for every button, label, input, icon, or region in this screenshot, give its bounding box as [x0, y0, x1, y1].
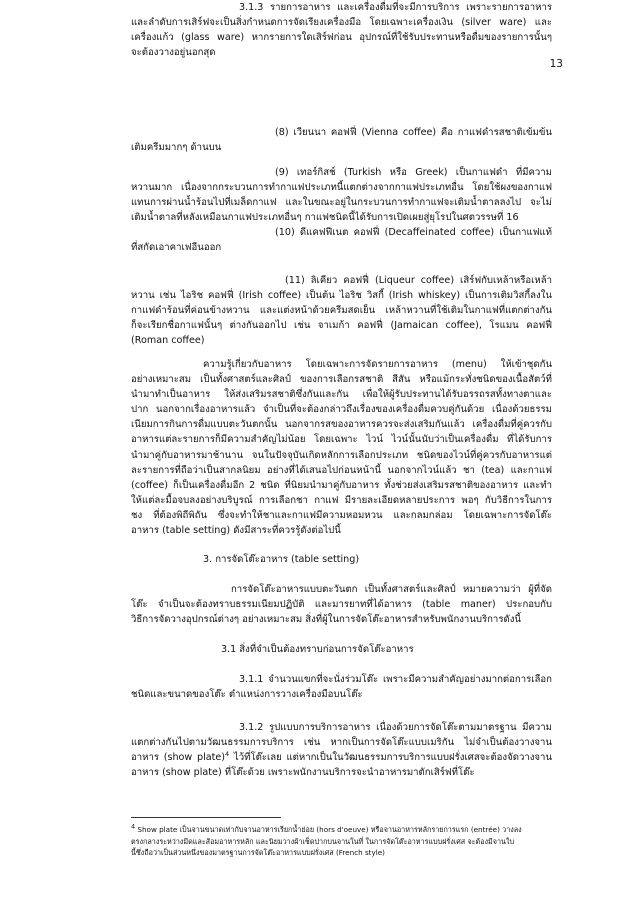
text-line: โต๊ะ จำเป็นจะต้องทราบธรรมเนียมปฏิบัติ และมารยาทที่ได้อาหาร (table maner) ประกอบกับ	[131, 599, 552, 611]
text-line: ความรู้เกี่ยวกับอาหาร โดยเฉพาะการจัดรายการอาหาร (menu) ให้เข้าชุดกัน	[203, 359, 552, 370]
text-line: เติมน้ำตาลที่หลังเหมือนกาแฟประเภทอื่นๆ กาแฟชนิดนี้ได้รับการเปิดเผยสู่ยุโรปในศตวรรษที่ 16	[131, 212, 519, 224]
paragraph	[131, 165, 552, 225]
text-line: เนียมการกินการดื่มแบบตะวันตกนั้น นอกจากรสของอาหารควรจะส่งเสริมกันแล้ว เครื่องดื่มที่คู่ควรกับ	[131, 419, 552, 431]
text-line: 3.1.3 รายการอาหาร และเครื่องดื่มที่จะมีการบริการ เพราะรายการอาหาร	[239, 2, 552, 13]
text-line: (coffee) ก็เป็นเครื่องดื่มอีก 2 ชนิด ที่นิยมนำมาคู่กับอาหาร ทั้งช่วยส่งเสริมรสชาติของอาหาร และทำ	[131, 479, 552, 491]
text-line: (10) ดีแคฟฟีเนต คอฟฟี่ (Decaffeinated coffee) เป็นกาแฟแท้	[275, 227, 552, 238]
page-number: 13	[549, 58, 563, 70]
footnote	[131, 824, 552, 859]
paragraph	[131, 225, 552, 255]
paragraph	[131, 720, 552, 780]
text-line: นำมาคู่กับอาหารมาช้านาน จนในปัจจุบันเกิดหลักการเลือกประเภท ชนิดของไวน์ที่คู่ควรกับอาหารแต่	[131, 449, 552, 461]
text-line: วิธีการจัดวางอุปกรณ์ต่างๆ อย่างเหมาะสม สิ่งที่ผู้ในการจัดโต๊ะอาหารสำหรับพนักงานบริการดังนี้	[131, 614, 521, 626]
footnote-reference[interactable]: 4	[225, 750, 230, 758]
footnote-line: นี้ซึ่งถือว่าเป็นส่วนหนึ่งของมาตรฐานการจัดโต๊ะอาหารแบบฝรั่งเศส (French style)	[131, 848, 385, 857]
text-line: นำมาทำเป็นอาหาร ให้ส่งเสริมรสชาติซึ่งกันและกัน เพื่อให้ผู้รับประทานได้รับอรรถรสทั้งทางตาและ	[131, 389, 552, 401]
paragraph	[131, 552, 552, 567]
text-line: (11) ลิเคียว คอฟฟี่ (Liqueur coffee) เสิร์ฟกับเหล้าหรือเหล้า	[285, 275, 552, 286]
text-line: ชง ที่ต้องพิถีพิถัน ซึ่งจะทำให้ชาและกาแฟมีความหอมหวน และกลมกล่อม โดยเฉพาะการจัดโต๊ะ	[131, 509, 552, 521]
text-line: (9) เทอร์กิสช์ (Turkish หรือ Greek) เป็นกาแฟดำ ที่มีความ	[275, 167, 552, 178]
footnote-divider	[131, 817, 281, 818]
text-line: กาแฟดำร้อนที่ค่อนข้างหวาน และแต่งหน้าด้วยครีมสดเย็น เหล้าหวานที่ใช้เติมในกาแฟที่แตกต่างกัน	[131, 305, 552, 317]
text-line: 3.1.1 จำนวนแขกที่จะนั่งร่วมโต๊ะ เพราะมีความสำคัญอย่างมากต่อการเลือก	[239, 674, 552, 685]
text-line: แตกต่างกันไปตามวัฒนธรรมการบริการ เช่น หากเป็นการจัดโต๊ะแบบเมริกัน ไม่จำเป็นต้องวางจาน	[131, 737, 552, 749]
text-line: 3.1.2 รูปแบบการบริการอาหาร เนื่องด้วยการจัดโต๊ะตามมาตรฐาน มีความ	[239, 722, 552, 733]
text-line: การจัดโต๊ะอาหารแบบตะวันตก เป็นทั้งศาสตร์และศิลป์ หมายความว่า ผู้ที่จัด	[231, 584, 552, 595]
text-line: เติมครีมมากๆ ด้านบน	[131, 142, 222, 154]
text-line: (8) เวียนนา คอฟฟี่ (Vienna coffee) คือ กาแฟดำรสชาติเข้มข้น	[275, 127, 552, 138]
paragraph	[131, 273, 552, 348]
text-line: อาหารแต่ละรายการก็มีความสำคัญไม่น้อย โดยเฉพาะ ไวน์ ไวน์นั้นนับว่าเป็นเครื่องดื่ม ที่ได้รับการ	[131, 434, 552, 446]
text-line: ให้แต่ละมื้อจบลงอย่างบริบูรณ์ การเลือกชา กาแฟ มีรายละเอียดหลายประการ พอๆ กับวิธีการในการ	[131, 494, 552, 506]
text-line: แทนการผ่านน้ำร้อนไปที่เมล็ดกาแฟ และในขณะอยู่ในกระบวนการทำกาแฟจะเติมน้ำตาลลงไป จะไม่	[131, 197, 552, 209]
text-line: อย่างเหมาะสม เป็นทั้งศาสตร์และศิลป์ ของการเลือกรสชาติ สีสัน หรือแม้กระทั่งชนิดของเนื้อสัตว์ที่	[131, 374, 552, 386]
text-line: อาหาร (show plate)$^4$ ไว้ที่โต๊ะเลย แต่หากเป็นในวัฒนธรรมการบริการแบบฝรั่งเศสจะต้องจัดวางจาน	[131, 750, 552, 764]
paragraph	[131, 642, 552, 657]
text-line: ที่สกัดเอาคาเฟอีนออก	[131, 242, 222, 254]
paragraph	[131, 582, 552, 627]
text-line: และลำดับการเสิร์ฟจะเป็นสิ่งกำหนดการจัดเรียงเครื่องมือ โดยเฉพาะเครื่องเงิน (silver ware) และ	[131, 17, 552, 29]
paragraph	[131, 125, 552, 155]
text-line: อาหาร (show plate) ที่โต๊ะด้วย เพราะพนักงานบริการจะนำอาหารมาตักเสิร์ฟที่โต๊ะ	[131, 767, 475, 779]
text-line: เครื่องแก้ว (glass ware) หากรายการใดเสิร์ฟก่อน อุปกรณ์ที่ใช้รับประทานหรือดื่มของรายการนั้นๆ	[131, 32, 552, 44]
footnote-line: $^4$ Show plate เป็นจานขนาดเท่ากับจานอาหารเรียกน้ำย่อย (hors d'oeuve) หรือจานอาหารหลักรายการแรก (entrée) วางลง	[131, 824, 522, 834]
text-line: ละรายการที่ถือว่าเป็นสากลนิยม อย่างที่ได้เสนอไปก่อนหน้านี้ นอกจากไวน์แล้ว ชา (tea) และกาแฟ	[131, 464, 552, 476]
text-line: หวาน เช่น ไอริช คอฟฟี่ (Irish coffee) เป็นต้น ไอริช วิสกี้ (Irish whiskey) เป็นการเติมวิสกี้ลงใน	[131, 290, 552, 302]
text-line: ก็จะเรียกชื่อกาแฟนั้นๆ ต่างกันออกไป เช่น จาเมก้า คอฟฟี่ (Jamaican coffee), โรแมน คอฟฟี่	[131, 320, 552, 332]
text-line: ปาก นอกจากเรื่องอาหารแล้ว จำเป็นที่จะต้องกล่าวถึงเรื่องของเครื่องดื่มควบคู่กันด้วย เนื่องด้วยธรรม	[131, 404, 552, 416]
text-line: หวานมาก เนื่องจากกระบวนการทำกาแฟประเภทนี้แตกต่างจากกาแฟประเภทอื่น โดยใช้ผงของกาแฟ	[131, 182, 552, 194]
footnote-marker: 4	[131, 824, 136, 831]
paragraph	[131, 357, 552, 538]
text-line: 3. การจัดโต๊ะอาหาร (table setting)	[203, 554, 360, 565]
footnote-line: ตรงกลางระหว่างมีดและส้อมอาหารหลัก และนิยมวางผ้าเช็ดปากบนจานในที่ ในการจัดโต๊ะอาหารแบบฝรั่งเศส จะต้องมีจานใบ	[131, 836, 515, 846]
text-line: อาหาร (table setting) ดังมีสาระที่ควรรู้ดังต่อไปนี้	[131, 525, 341, 537]
paragraph	[131, 0, 552, 60]
text-line: จะต้องวางอยู่นอกสุด	[131, 47, 216, 59]
text-line: (Roman coffee)	[131, 335, 205, 347]
paragraph	[131, 672, 552, 702]
text-line: ชนิดและขนาดของโต๊ะ ตำแหน่งการวางเครื่องมือบนโต๊ะ	[131, 689, 363, 701]
text-line: 3.1 สิ่งที่จำเป็นต้องทราบก่อนการจัดโต๊ะอาหาร	[221, 644, 414, 655]
